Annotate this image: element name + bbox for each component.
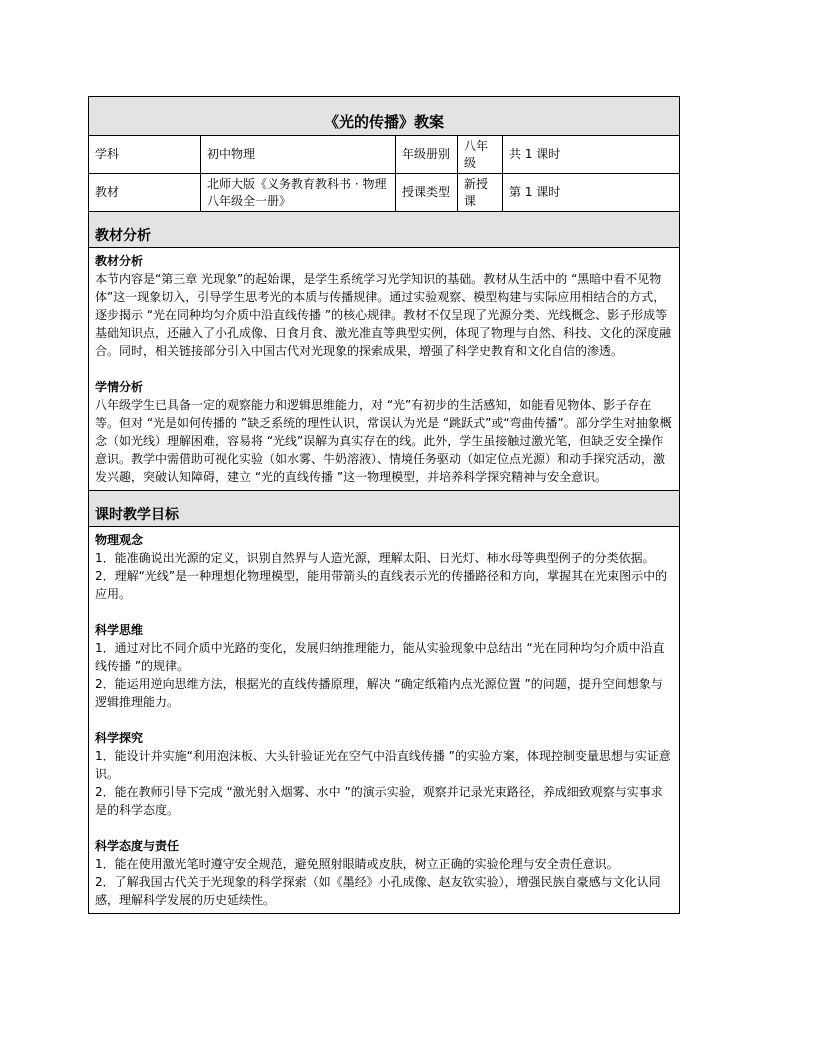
objective-item: 2．能在教师引导下完成 “激光射入烟雾、水中 ”的演示实验，观察并记录光束路径，养成细致观察与实事求是的科学态度。 xyxy=(95,785,663,817)
lesson-plan-document xyxy=(88,96,680,914)
objective-item: 2．了解我国古代关于光现象的科学探索（如《墨经》小孔成像、赵友钦实验），增强民族自豪感与文化认同感，理解科学发展的历史延续性。 xyxy=(95,875,661,907)
paragraph-textbook-analysis: 本节内容是“第三章 光现象”的起始课，是学生系统学习光学知识的基础。教材从生活中的 “黑暗中看不见物体”这一现象切入，引导学生思考光的本质与传播规律。通过实验观察、模型构建与实际应用相结合的方式，逐步揭示 “光在同种均匀介质中沿直线传播 ”的核心规律。教材不仅呈现了光源分类、光线概念、影子形成等基础知识点，还融入了小孔成像、日食月食、激光准直等典型实例，体现了物理与自然、科技、文化的深度融合。同时，相关链接部分引入中国古代对光现象的探索成果，增强了科学史教育和文化自信的渗透。 xyxy=(95,272,672,358)
section-body-analysis xyxy=(89,247,679,490)
section-body-objectives xyxy=(89,526,679,913)
subheading-scientific-thinking: 科学思维 xyxy=(95,623,144,637)
info-row-subject xyxy=(89,135,679,173)
label-grade: 年级册别 xyxy=(395,136,457,173)
objective-item: 2．理解“光线”是一种理想化物理模型，能用带箭头的直线表示光的传播路径和方向，掌握其在光束图示中的应用。 xyxy=(95,569,668,601)
section-heading-objectives: 课时教学目标 xyxy=(89,490,679,526)
document-title: 《光的传播》教案 xyxy=(89,97,679,135)
objective-item: 1．能设计并实施“利用泡沫板、大头针验证光在空气中沿直线传播 ”的实验方案，体现控制变量思想与实证意识。 xyxy=(95,749,671,781)
label-textbook: 教材 xyxy=(95,185,120,199)
value-total-hours: 共 1 课时 xyxy=(502,136,679,173)
objective-item: 1．能在使用激光笔时遵守安全规范，避免照射眼睛或皮肤，树立正确的实验伦理与安全责任意识。 xyxy=(95,857,619,871)
value-lesson-type: 新授课 xyxy=(457,174,502,211)
subheading-student-analysis: 学情分析 xyxy=(95,380,144,394)
value-textbook: 北师大版《义务教育教科书 · 物理八年级全一册》 xyxy=(200,174,395,211)
objective-item: 1．能准确说出光源的定义，识别自然界与人造光源，理解太阳、日光灯、柿水母等典型例子的分类依据。 xyxy=(95,551,655,565)
value-subject: 初中物理 xyxy=(200,136,395,173)
subheading-textbook-analysis: 教材分析 xyxy=(95,254,144,268)
label-lesson-type: 授课类型 xyxy=(395,174,457,211)
objective-item: 1．通过对比不同介质中光路的变化，发展归纳推理能力，能从实验现象中总结出 “光在同种均匀介质中沿直线传播 ”的规律。 xyxy=(95,641,665,673)
label-subject: 学科 xyxy=(95,147,120,161)
info-row-textbook xyxy=(89,173,679,211)
objective-item: 2．能运用逆向思维方法，根据光的直线传播原理，解决 “确定纸箱内点光源位置 ”的问题，提升空间想象与逻辑推理能力。 xyxy=(95,677,663,709)
subheading-scientific-inquiry: 科学探究 xyxy=(95,731,144,745)
section-heading-analysis: 教材分析 xyxy=(89,211,679,247)
subheading-physics-concept: 物理观念 xyxy=(95,533,144,547)
subheading-attitude-responsibility: 科学态度与责任 xyxy=(95,839,180,853)
value-grade: 八年级 xyxy=(457,136,502,173)
paragraph-student-analysis: 八年级学生已具备一定的观察能力和逻辑思维能力，对 “光”有初步的生活感知，如能看见物体、影子存在等。但对 “光是如何传播的 ”缺乏系统的理性认识，常误认为光是 “跳跃式”或“弯曲传播”。部分学生对抽象概念（如光线）理解困难，容易将 “光线”误解为真实存在的线。此外，学生虽接触过激光笔，但缺乏安全操作意识。教学中需借助可视化实验（如水雾、牛奶溶液）、情境任务驱动（如定位点光源）和动手探究活动，激发兴趣，突破认知障碍，建立 “光的直线传播 ”这一物理模型，并培养科学探究精神与安全意识。 xyxy=(95,398,672,484)
value-lesson-number: 第 1 课时 xyxy=(502,174,679,211)
